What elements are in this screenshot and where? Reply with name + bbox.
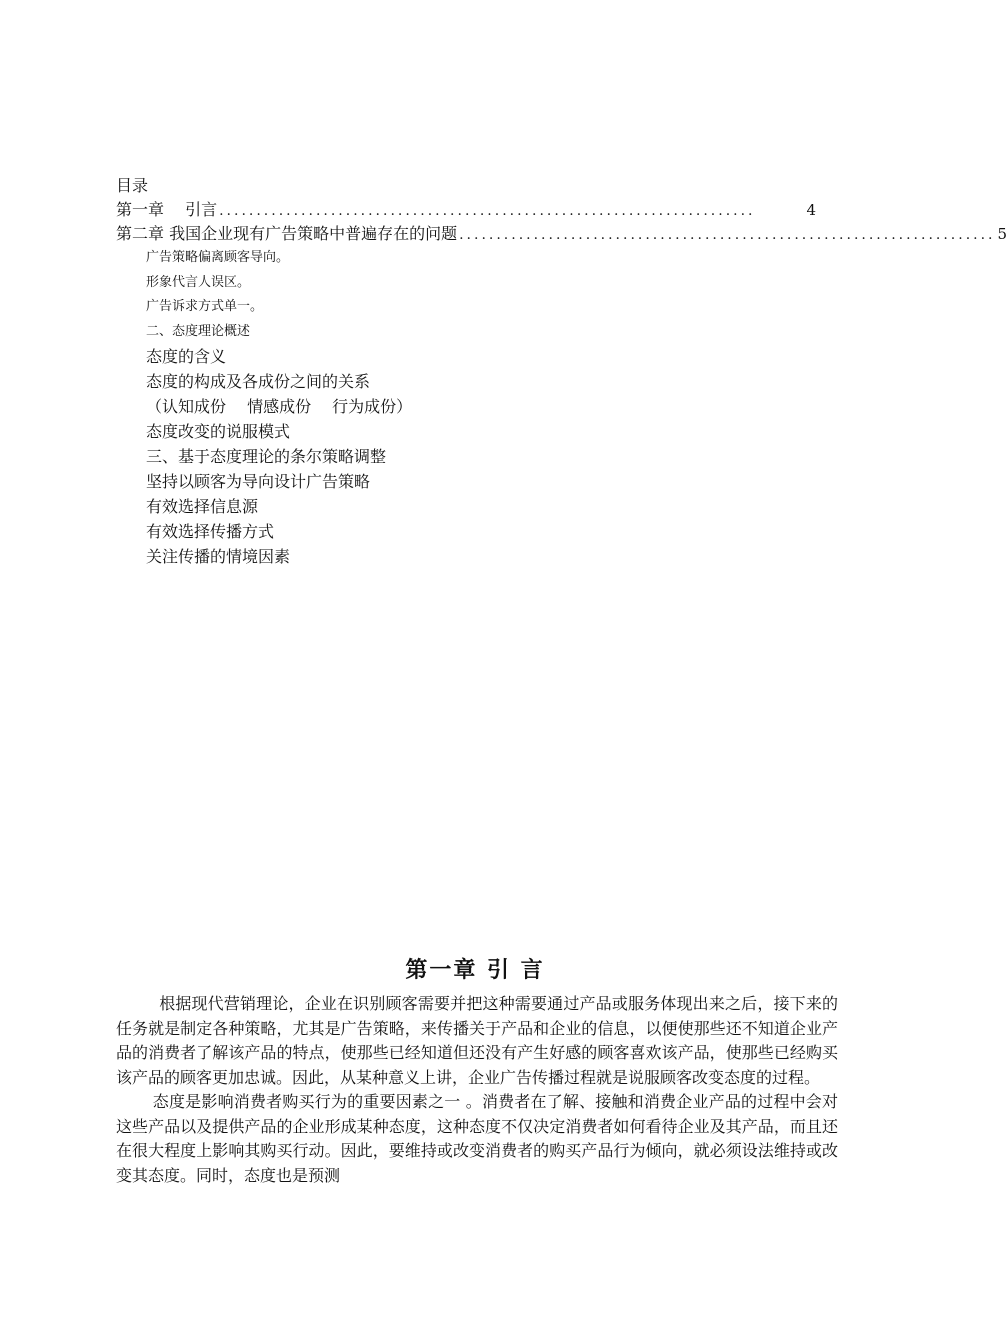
toc-page-number: 5 <box>997 225 1007 243</box>
table-of-contents <box>116 174 1007 569</box>
toc-subitem: （认知成份 情感成份 行为成份） <box>146 397 413 416</box>
toc-subitem: 态度的构成及各成份之间的关系 <box>146 372 371 391</box>
toc-entry-chapter-2 <box>116 222 1007 246</box>
toc-entry-label: 第一章 引言 <box>116 200 218 219</box>
toc-section-heading: 三、基于态度理论的条尔策略调整 <box>146 447 387 466</box>
toc-dot-leader: ........................................................................ <box>459 227 996 243</box>
toc-entry-chapter-1 <box>116 198 816 222</box>
toc-page-number: 4 <box>806 201 816 219</box>
toc-subitem: 广告诉求方式单一。 <box>146 299 264 314</box>
toc-subitem: 有效选择信息源 <box>146 497 259 516</box>
toc-entry-label: 第二章 我国企业现有广告策略中普遍存在的问题 <box>116 224 458 243</box>
body-paragraph: 根据现代营销理论，企业在识别顾客需要并把这种需要通过产品或服务体现出来之后，接下来的任务就是制定各种策略，尤其是广告策略，来传播关于产品和企业的信息，以便使那些还不知道企业产品的消费者了解该产品的特点，使那些已经知道但还没有产生好感的顾客喜欢该产品，使那些已经购买该产品的顾客更加忠诚。因此，从某种意义上讲，企业广告传播过程就是说服顾客改变态度的过程。 <box>116 994 838 1087</box>
toc-title: 目录 <box>116 176 149 195</box>
toc-subitem: 有效选择传播方式 <box>146 522 275 541</box>
toc-subitem: 形象代言人误区。 <box>146 274 251 290</box>
body-paragraph: 态度是影响消费者购买行为的重要因素之一 。消费者在了解、接触和消费企业产品的过程中会对这些产品以及提供产品的企业形成某种态度，这种态度不仅决定消费者如何看待企业及其产品，而且还在很大程度上影响其购买行动。因此，要维持或改变消费者的购买产品行为倾向，就必须设法维持或改变其态度。同时，态度也是预测 <box>116 1092 838 1185</box>
toc-subitem: 关注传播的情境因素 <box>146 547 291 566</box>
toc-section-heading: 二、态度理论概述 <box>146 323 251 339</box>
chapter-heading: 第一章 引 言 <box>405 958 545 983</box>
chapter-body <box>116 992 838 1188</box>
toc-dot-leader: ........................................................................ <box>219 203 756 219</box>
toc-subitem: 广告策略偏离顾客导向。 <box>146 250 290 265</box>
toc-subitem: 态度的含义 <box>146 347 227 366</box>
toc-subitem: 态度改变的说服模式 <box>146 422 291 441</box>
toc-subitem: 坚持以顾客为导向设计广告策略 <box>146 472 371 491</box>
